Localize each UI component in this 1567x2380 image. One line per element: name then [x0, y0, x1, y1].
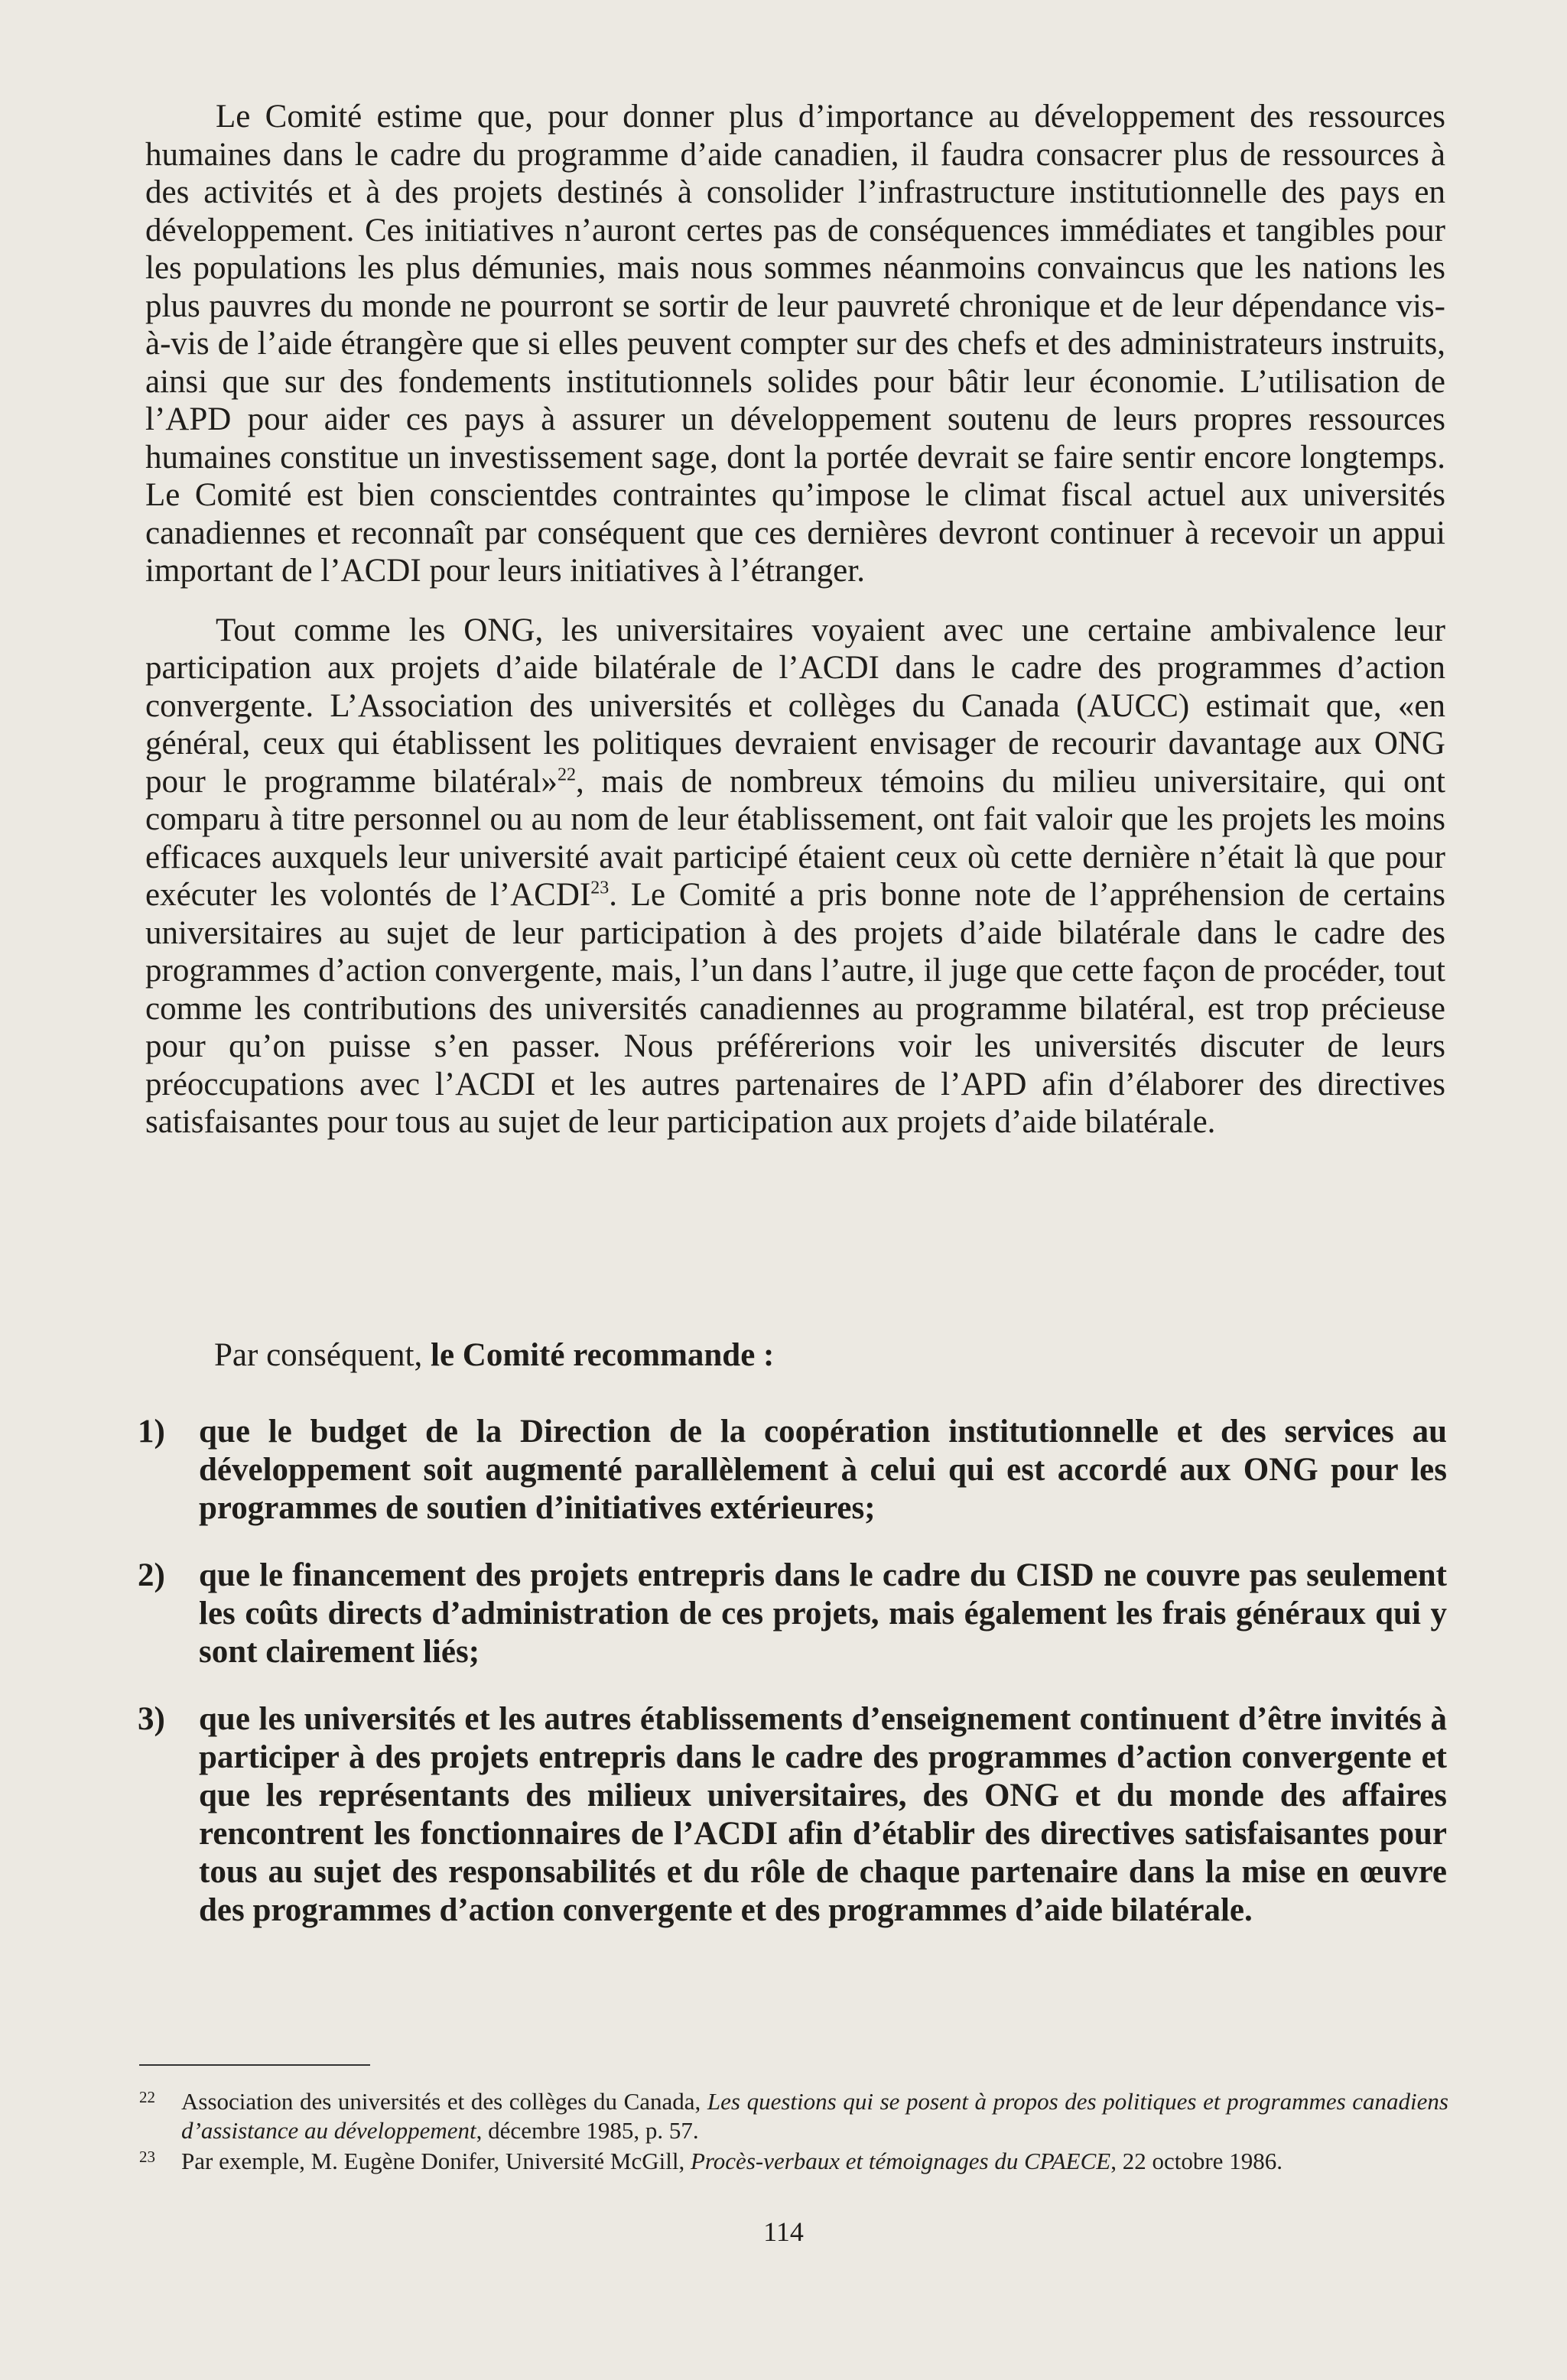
acronym-apd: APD: [165, 401, 232, 437]
acronym-ong: ONG: [463, 612, 535, 648]
acronym-ong: ONG: [983, 1778, 1059, 1813]
recommendation-number: 3): [138, 1701, 165, 1737]
recommendation-2: 2) que le financement des projets entrepris dans le cadre du CISD ne couvre pas seulement les coûts directs d’administration de ces projets, mais également les frais généraux qui y sont clairement liés;: [138, 1557, 1447, 1670]
acronym-cisd: CISD: [1015, 1557, 1094, 1593]
acronym-cpaece: CPAECE: [1024, 2148, 1111, 2174]
recommendation-3: 3) que les universités et les autres établissements d’enseignement continuent d’être invités à participer à des projets entrepris dans le cadre des programmes d’action convergente et que les représentants des milieux universitaires, des ONG et du monde des affaires rencontrent les fonctionnaires de l’ACDI afin d’établir des directives satisfaisantes pour tous au sujet des responsabilités et du rôle de chaque partenaire dans la mise en œuvre des programmes d’action convergente et des programmes d’aide bilatérale.: [138, 1701, 1447, 1928]
footnote-ref-22[interactable]: 22: [557, 765, 576, 785]
acronym-acdi: ACDI: [694, 1816, 779, 1852]
footnote-ref-23[interactable]: 23: [590, 878, 610, 898]
footnote-23: 23 Par exemple, M. Eugène Donifer, Université McGill, Procès-verbaux et témoignages du CPAECE, 22 octobre 1986.: [139, 2147, 1448, 2176]
body-text: [145, 98, 1445, 1163]
recommendation-number: 2): [138, 1557, 165, 1593]
acronym-acdi: ACDI: [510, 877, 591, 913]
paragraph-1: Le Comité estime que, pour donner plus d’importance au développement des ressources humaines dans le cadre du programme d’aide canadien, il faudra consacrer plus de ressources à des activités et à des projets destinés à consolider l’infrastructure institutionnelle des pays en développement. Ces initiatives n’auront certes pas de conséquences immédiates et tangibles pour les populations les plus démunies, mais nous sommes néanmoins convaincus que les nations les plus pauvres du monde ne pourront se sortir de leur pauvreté chronique et de leur dépendance vis-à-vis de l’aide étrangère que si elles peuvent compter sur des chefs et des administrateurs instruits, ainsi que sur des fondements institutionnels solides pour bâtir leur économie. L’utilisation de l’APD pour aider ces pays à assurer un développement soutenu de leurs propres ressources humaines constitue un investissement sage, dont la portée devrait se faire sentir encore longtemps. Le Comité est bien conscientdes contraintes qu’impose le climat fiscal actuel aux universités canadiennes et reconnaît par conséquent que ces dernières devront continuer à recevoir un appui important de l’ACDI pour leurs initiatives à l’étranger.: [145, 99, 1445, 589]
footnote-divider: [139, 2064, 370, 2066]
footnote-title: Les questions qui se posent à propos des politiques et programmes canadiens d’assistance au développement: [181, 2088, 1448, 2144]
acronym-ong: ONG: [1243, 1452, 1318, 1488]
acronym-apd: APD: [961, 1066, 1027, 1102]
page-number: 114: [763, 2216, 804, 2247]
acronym-acdi: ACDI: [340, 553, 421, 589]
footnote-22: 22 Association des universités et des collèges du Canada, Les questions qui se posent à propos des politiques et programmes canadiens d’assistance au développement, décembre 1985, p. 57.: [139, 2087, 1448, 2145]
acronym-acdi: ACDI: [455, 1066, 536, 1102]
acronym-aucc: UCC: [1110, 687, 1179, 724]
footnote-number: 23: [139, 2148, 155, 2166]
recommendation-intro: Par conséquent, le Comité recommande :: [214, 1337, 775, 1373]
paragraph-2: Tout comme les ONG, les universitaires voyaient avec une certaine ambivalence leur participation aux projets d’aide bilatérale de l’ACDI dans le cadre des programmes d’action convergente. L’Association des universités et collèges du Canada (AUCC) estimait que, «en général, ceux qui établissent les politiques devraient envisager de recourir davantage aux ONG pour le programme bilatéral»$^{22}$, mais de nombreux témoins du milieu universitaire, qui ont comparu à titre personnel ou au nom de leur établissement, ont fait valoir que les projets les moins efficaces auxquels leur université avait participé étaient ceux où cette dernière n’était là que pour exécuter les volontés de l’ACDI$^{23}$. Le Comité a pris bonne note de l’appréhension de certains universitaires au sujet de leur participation à des projets d’aide bilatérale dans le cadre des programmes d’action convergente, mais, l’un dans l’autre, il juge que cette façon de procéder, tout comme les contributions des universités canadiennes au programme bilatéral, est trop précieuse pour qu’on puisse s’en passer. Nous préférerions voir les universités discuter de leurs préoccupations avec l’ACDI et les autres partenaires de l’APD afin d’élaborer des directives satisfaisantes pour tous au sujet de leur participation aux projets d’aide bilatérale.: [145, 612, 1446, 1140]
footnotes: [139, 2087, 1448, 2177]
acronym-ong: ONG: [1374, 726, 1445, 761]
footnote-title: Procès-verbaux et témoignages du: [690, 2148, 1025, 2174]
acronym-acdi: ACDI: [798, 650, 879, 686]
recommendation-number: 1): [138, 1414, 165, 1450]
footnote-number: 22: [139, 2088, 155, 2106]
recommendation-1: 1) que le budget de la Direction de la coopération institutionnelle et des services au développement soit augmenté parallèlement à celui qui est accordé aux ONG pour les programmes de soutien d’initiatives extérieures;: [138, 1414, 1447, 1526]
recommendations-list: [138, 1413, 1447, 1959]
